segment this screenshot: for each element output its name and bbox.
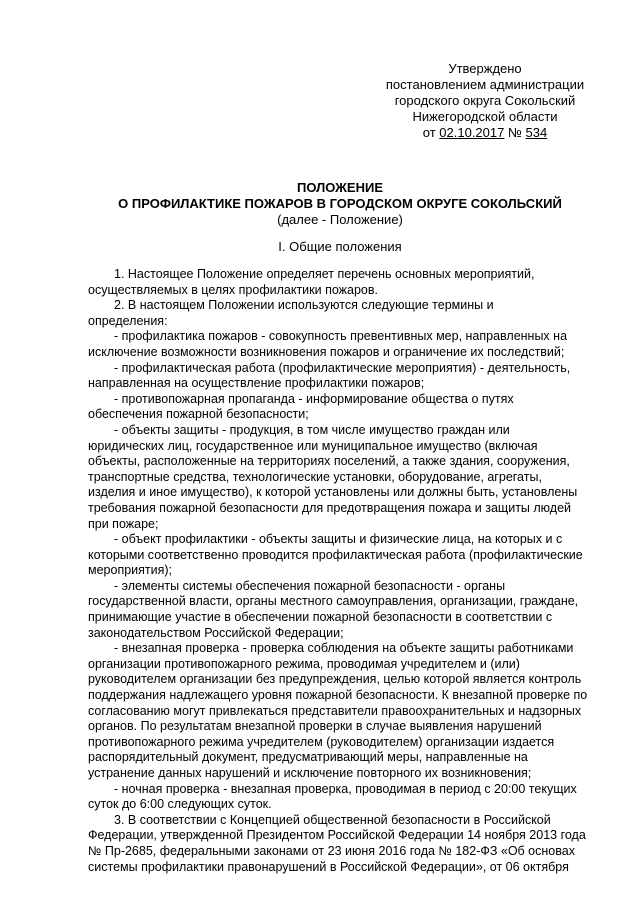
text-line: которыми соответственно проводится профилактическая работа (профилактические xyxy=(88,547,583,562)
approval-date: 02.10.2017 xyxy=(439,125,505,140)
text-line: № Пр-2685, федеральными законами от 23 июня 2016 года № 182-ФЗ «Об основах xyxy=(88,843,575,858)
text-line: - внезапная проверка - проверка соблюдения на объекте защиты работниками xyxy=(114,641,574,656)
approval-line: городского округа Сокольский xyxy=(394,93,576,108)
approval-line: постановлением администрации xyxy=(385,77,585,92)
text-line: обеспечения пожарной безопасности; xyxy=(88,407,309,422)
text-line: - профилактика пожаров - совокупность превентивных мер, направленных на xyxy=(114,329,568,344)
text-line: суток до 6:00 следующих суток. xyxy=(88,797,272,812)
text-line: - профилактическая работа (профилактические мероприятия) - деятельность, xyxy=(114,360,571,375)
document-title: ПОЛОЖЕНИЕ xyxy=(296,180,384,195)
text-line: принимающие участие в обеспечении пожарной безопасности в соответствии с xyxy=(88,610,553,625)
section-heading: I. Общие положения xyxy=(278,239,402,254)
text-line: транспортные средства, технологические установки, оборудование, агрегаты, xyxy=(88,469,542,484)
text-line: - объекты защиты - продукция, в том числе имущество граждан или xyxy=(114,422,510,437)
text-line: - ночная проверка - внезапная проверка, проводимая в период с 20:00 текущих xyxy=(114,781,577,796)
text-line: 2. В настоящем Положении используются следующие термины и xyxy=(114,298,494,313)
text-line: 3. В соответствии с Концепцией общественной безопасности в Российской xyxy=(114,812,551,827)
date-prefix: от xyxy=(422,125,440,140)
text-line: определения: xyxy=(88,313,168,328)
text-line: устранение данных нарушений и исключение повторного их возникновения; xyxy=(88,766,532,780)
text-line: - объект профилактики - объекты защиты и физические лица, на которых и с xyxy=(114,532,563,547)
text-line: требования пожарной безопасности для предотвращения пожара и защиты людей xyxy=(88,500,572,515)
text-line: органов. По результатам внезапной проверки в случае выявления нарушений xyxy=(88,719,542,734)
document-alias: (далее - Положение) xyxy=(277,212,403,227)
text-line: согласованию могут привлекаться представители правоохранительных и надзорных xyxy=(88,703,582,718)
approval-number: 534 xyxy=(525,125,548,140)
text-line: распорядительный документ, предусматривающий меры, направленные на xyxy=(88,750,528,765)
text-line: противопожарного режима учредителем (руководителем) организации издается xyxy=(88,734,555,749)
text-line: осуществляемых в целях профилактики пожаров. xyxy=(88,282,378,297)
text-line: юридических лиц, государственное или муниципальное имущество (включая xyxy=(88,438,538,453)
text-line: - элементы системы обеспечения пожарной безопасности - органы xyxy=(114,578,506,593)
document-subtitle: О ПРОФИЛАКТИКЕ ПОЖАРОВ В ГОРОДСКОМ ОКРУГЕ СОКОЛЬСКИЙ xyxy=(118,196,562,211)
approval-line: Нижегородской области xyxy=(412,109,558,124)
text-line: объекты, расположенные на территориях поселений, а также здания, сооружения, xyxy=(88,454,570,469)
text-line: исключение возможности возникновения пожаров и ограничение их последствий; xyxy=(88,344,565,359)
document-body xyxy=(88,267,596,875)
text-line: руководителем организации без предупреждения, целью которой является контроль xyxy=(88,672,582,687)
text-line: государственной власти, органы местного самоуправления, организации, граждане, xyxy=(88,594,579,609)
text-line: Федерации, утвержденной Президентом Российской Федерации 14 ноября 2013 года xyxy=(88,828,586,843)
approval-stamp xyxy=(360,61,610,141)
approval-date-line xyxy=(360,125,610,141)
text-line: мероприятия); xyxy=(88,563,173,578)
approval-line: Утверждено xyxy=(448,61,522,76)
number-prefix: № xyxy=(504,125,526,140)
text-line: поддержания надлежащего уровня пожарной безопасности. К внезапной проверке по xyxy=(88,688,588,703)
text-line: законодательством Российской Федерации; xyxy=(88,625,344,640)
text-line: при пожаре; xyxy=(88,516,159,531)
text-line: - противопожарная пропаганда - информирование общества о путях xyxy=(114,391,514,406)
text-line: организации противопожарного режима, проводимая учредителем и (или) xyxy=(88,656,520,671)
text-line: направленная на осуществление профилактики пожаров; xyxy=(88,376,425,391)
text-line: изделия и иное имущество), к которой установлены или должны быть, установлены xyxy=(88,485,578,500)
text-line: системы профилактики правонарушений в Российской Федерации», от 06 октября xyxy=(88,859,569,874)
text-line: 1. Настоящее Положение определяет перечень основных мероприятий, xyxy=(114,267,535,281)
